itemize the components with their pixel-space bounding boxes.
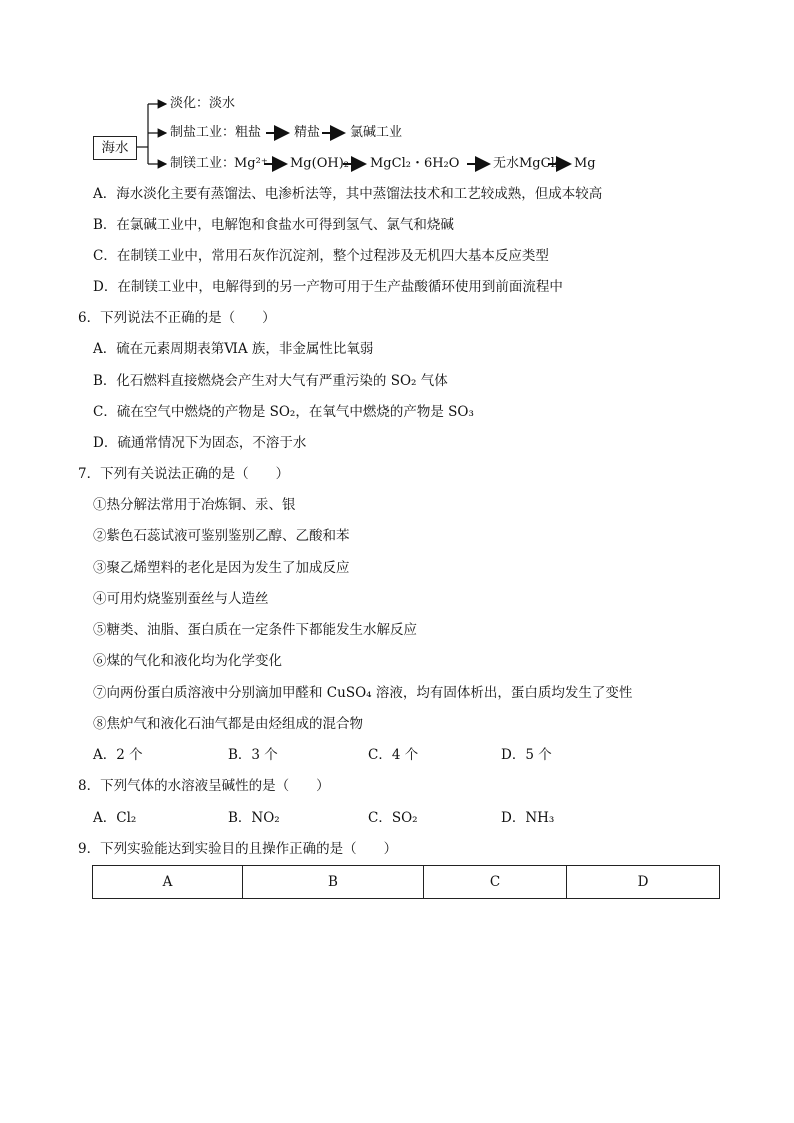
seawater-flow-diagram: [90, 92, 610, 176]
mg-ion-label: Mg²⁺: [234, 156, 268, 171]
q8-option-c: C．SO₂: [368, 810, 418, 826]
q9-options-table: [92, 865, 720, 899]
q7-item-2: ②紫色石蕊试液可鉴别鉴别乙醇、乙酸和苯: [93, 528, 350, 544]
q7-option-a: A．2 个: [93, 747, 143, 763]
q7-stem: 7．下列有关说法正确的是（ ）: [78, 466, 290, 482]
q8-stem: 8．下列气体的水溶液呈碱性的是（ ）: [78, 778, 330, 794]
q9-stem: 9．下列实验能达到实验目的且操作正确的是（ ）: [78, 841, 398, 857]
q9-col-c: C: [424, 866, 567, 899]
refined-salt-label: 精盐: [294, 125, 321, 140]
q8-option-a: A．Cl₂: [93, 810, 137, 826]
q7-item-3: ③聚乙烯塑料的老化是因为发生了加成反应: [93, 560, 350, 576]
table-row: [93, 866, 720, 899]
q9-col-a: A: [93, 866, 243, 899]
q5-option-c: C．在制镁工业中，常用石灰作沉淀剂，整个过程涉及无机四大基本反应类型: [93, 248, 549, 264]
q7-item-1: ①热分解法常用于冶炼铜、汞、银: [93, 497, 296, 513]
mgcl2-hydrate-label: MgCl₂・6H₂O: [370, 156, 460, 171]
q5-option-d: D．在制镁工业中，电解得到的另一产物可用于生产盐酸循环使用到前面流程中: [93, 279, 563, 295]
q9-col-b: B: [243, 866, 424, 899]
seawater-box: 海水: [93, 136, 137, 160]
q6-option-b: B．化石燃料直接燃烧会产生对大气有严重污染的 SO₂ 气体: [93, 373, 448, 389]
magnesium-industry-branch: 制镁工业：: [170, 156, 236, 171]
q8-option-d: D．NH₃: [501, 810, 555, 826]
q7-item-7: ⑦向两份蛋白质溶液中分别滴加甲醛和 CuSO₄ 溶液，均有固体析出，蛋白质均发生了变性: [93, 685, 633, 701]
mg-label: Mg: [574, 156, 596, 171]
anhydrous-mgcl2-label: 无水MgCl₂: [493, 156, 560, 171]
q7-item-6: ⑥煤的气化和液化均为化学变化: [93, 653, 282, 669]
q7-option-b: B．3 个: [228, 747, 278, 763]
q9-col-d: D: [567, 866, 720, 899]
mg-hydroxide-label: Mg(OH)₂: [290, 156, 349, 171]
q7-item-8: ⑧焦炉气和液化石油气都是由烃组成的混合物: [93, 716, 363, 732]
desalination-branch: 淡化：淡水: [170, 96, 236, 111]
q5-option-b: B．在氯碱工业中，电解饱和食盐水可得到氢气、氯气和烧碱: [93, 217, 454, 233]
q7-item-5: ⑤糖类、油脂、蛋白质在一定条件下都能发生水解反应: [93, 622, 417, 638]
q6-option-d: D．硫通常情况下为固态，不溶于水: [93, 435, 307, 451]
q5-option-a: A．海水淡化主要有蒸馏法、电渗析法等，其中蒸馏法技术和工艺较成熟，但成本较高: [93, 186, 603, 202]
q6-option-c: C．硫在空气中燃烧的产物是 SO₂，在氧气中燃烧的产物是 SO₃: [93, 404, 474, 420]
chlor-alkali-label: 氯碱工业: [350, 125, 403, 140]
q8-option-b: B．NO₂: [228, 810, 280, 826]
q7-item-4: ④可用灼烧鉴别蚕丝与人造丝: [93, 591, 269, 607]
q7-option-c: C．4 个: [368, 747, 419, 763]
q6-option-a: A．硫在元素周期表第ⅥA 族，非金属性比氧弱: [93, 341, 374, 357]
salt-industry-branch: 制盐工业：粗盐: [170, 125, 262, 140]
q6-stem: 6．下列说法不正确的是（ ）: [78, 310, 276, 326]
q7-option-d: D．5 个: [501, 747, 552, 763]
